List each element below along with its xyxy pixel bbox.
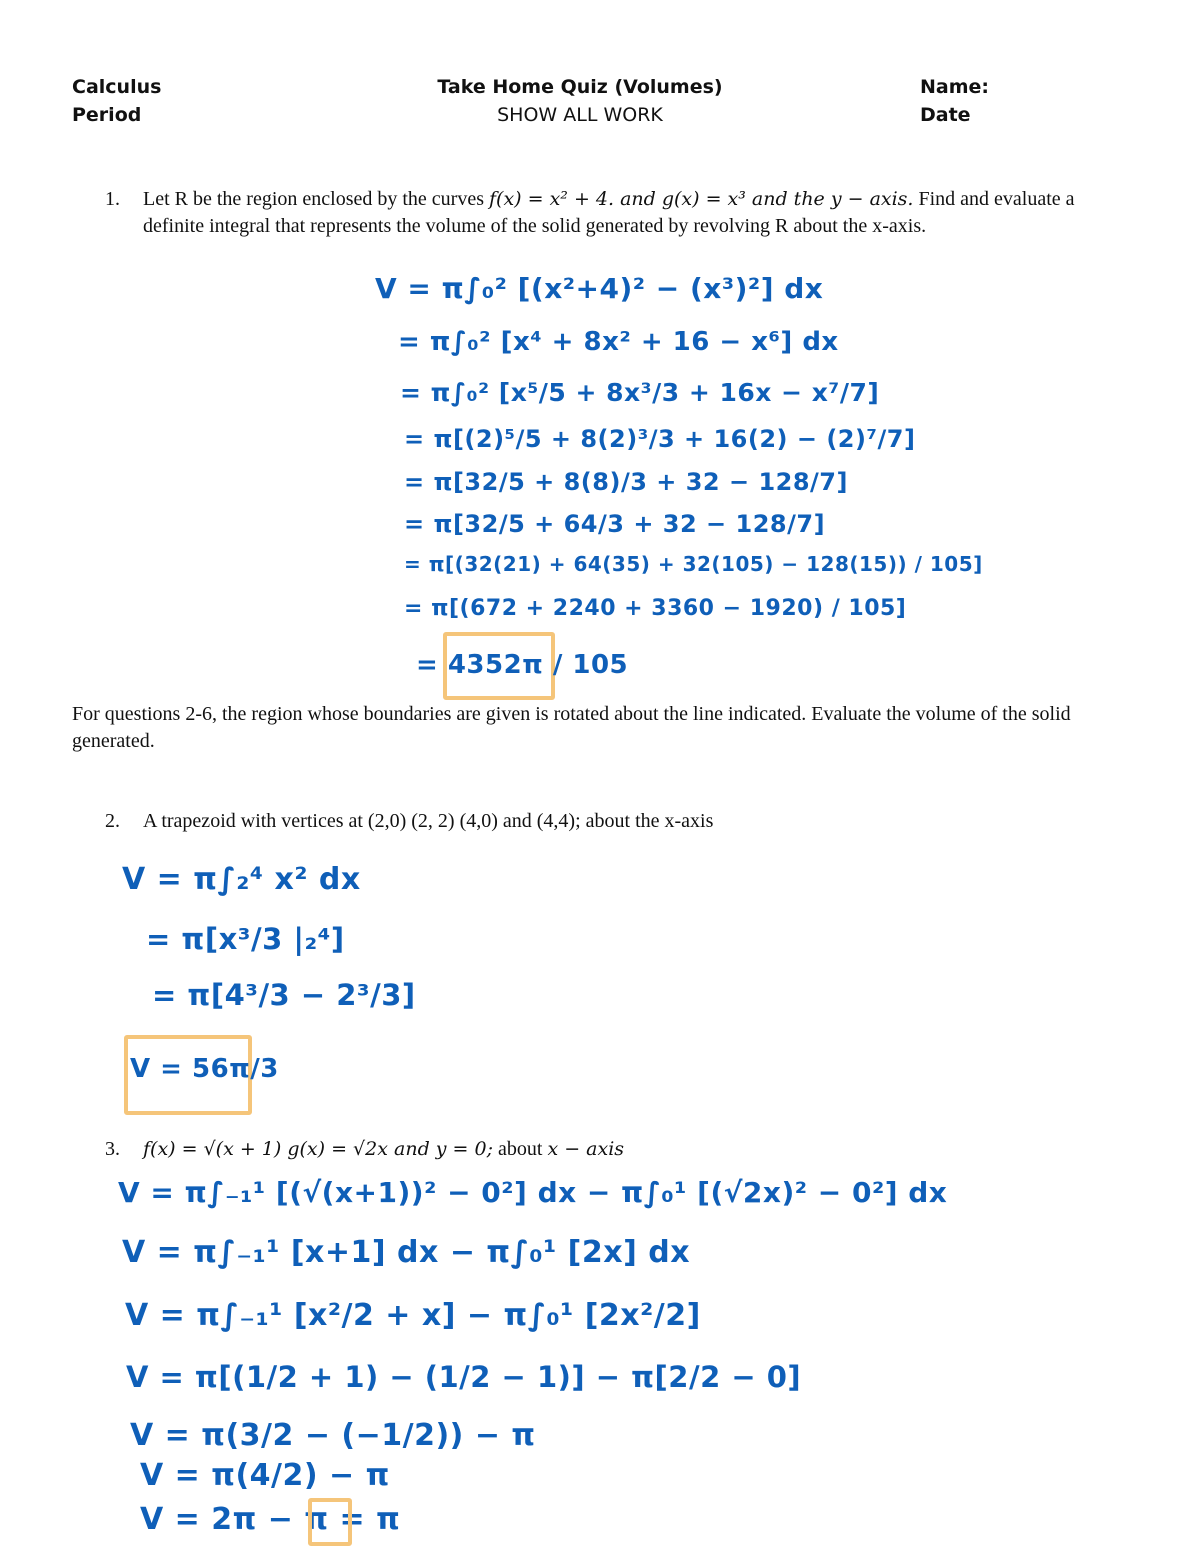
q1-answer: = 4352π / 105: [416, 650, 629, 680]
q2-work-line-2: = π[x³/3 |₂⁴]: [146, 922, 345, 956]
question-2-text: A trapezoid with vertices at (2,0) (2, 2) (4,0) and (4,4); about the x-axis: [143, 810, 714, 832]
q2-answer: V = 56π/3: [130, 1054, 279, 1084]
q1-work-line-3: = π∫₀² [x⁵/5 + 8x³/3 + 16x − x⁷/7]: [400, 378, 880, 407]
q1-work-line-6: = π[32/5 + 64/3 + 32 − 128/7]: [404, 510, 826, 538]
question-3-math: f(x) = √(x + 1) g(x) = √2x and y = 0;: [143, 1138, 493, 1160]
q1-work-line-8: = π[(672 + 2240 + 3360 − 1920) / 105]: [404, 596, 907, 621]
q1-work-line-1: V = π∫₀² [(x²+4)² − (x³)²] dx: [375, 272, 824, 305]
question-2-number: 2.: [105, 810, 120, 832]
question-1-number: 1.: [105, 188, 120, 210]
instructions: For questions 2-6, the region whose boundaries are given is rotated about the line indicated. Evaluate the volume of the solid generated.: [72, 703, 1071, 752]
q3-work-line-7: V = 2π − π = π: [140, 1502, 401, 1537]
header-center: [400, 73, 760, 129]
q1-work-line-4: = π[(2)⁵/5 + 8(2)³/3 + 16(2) − (2)⁷/7]: [404, 425, 916, 453]
q1-work-line-2: = π∫₀² [x⁴ + 8x² + 16 − x⁶] dx: [398, 327, 839, 357]
name-label: Name:: [920, 76, 990, 98]
question-3-axis: x − axis: [547, 1138, 625, 1160]
question-1-outro: Find and evaluate a definite integral that represents the volume of the solid generated by revolving R about the x-axis.: [143, 188, 1075, 237]
header-right: [920, 73, 989, 129]
period-label: Period: [72, 104, 142, 126]
header-left: [72, 73, 161, 129]
q2-work-line-1: V = π∫₂⁴ x² dx: [122, 862, 361, 897]
q3-answer-box: [308, 1498, 352, 1546]
question-3-about: about: [493, 1138, 548, 1160]
q3-work-line-4: V = π[(1/2 + 1) − (1/2 − 1)] − π[2/2 − 0]: [126, 1360, 802, 1394]
question-3-number: 3.: [105, 1138, 120, 1160]
question-1-text: [143, 186, 1133, 240]
question-1-math: f(x) = x² + 4. and g(x) = x³ and the y − axis.: [489, 188, 914, 210]
q2-work-line-3: = π[4³/3 − 2³/3]: [152, 978, 416, 1012]
question-3-text: [143, 1136, 1133, 1163]
q3-work-line-1: V = π∫₋₁¹ [(√(x+1))² − 0²] dx − π∫₀¹ [(√2x)² − 0²] dx: [118, 1176, 948, 1209]
date-label: Date: [920, 104, 971, 126]
q3-work-line-5: V = π(3/2 − (−1/2)) − π: [130, 1418, 536, 1453]
q1-work-line-7: = π[(32(21) + 64(35) + 32(105) − 128(15)) / 105]: [404, 552, 983, 576]
quiz-subtitle: SHOW ALL WORK: [497, 104, 663, 126]
course-label: Calculus: [72, 76, 162, 98]
q3-work-line-6: V = π(4/2) − π: [140, 1458, 390, 1493]
q3-work-line-3: V = π∫₋₁¹ [x²/2 + x] − π∫₀¹ [2x²/2]: [125, 1298, 701, 1333]
q1-work-line-5: = π[32/5 + 8(8)/3 + 32 − 128/7]: [404, 468, 848, 496]
question-1-intro: Let R be the region enclosed by the curves: [143, 188, 489, 210]
q3-work-line-2: V = π∫₋₁¹ [x+1] dx − π∫₀¹ [2x] dx: [122, 1235, 691, 1270]
quiz-title: Take Home Quiz (Volumes): [437, 76, 723, 98]
